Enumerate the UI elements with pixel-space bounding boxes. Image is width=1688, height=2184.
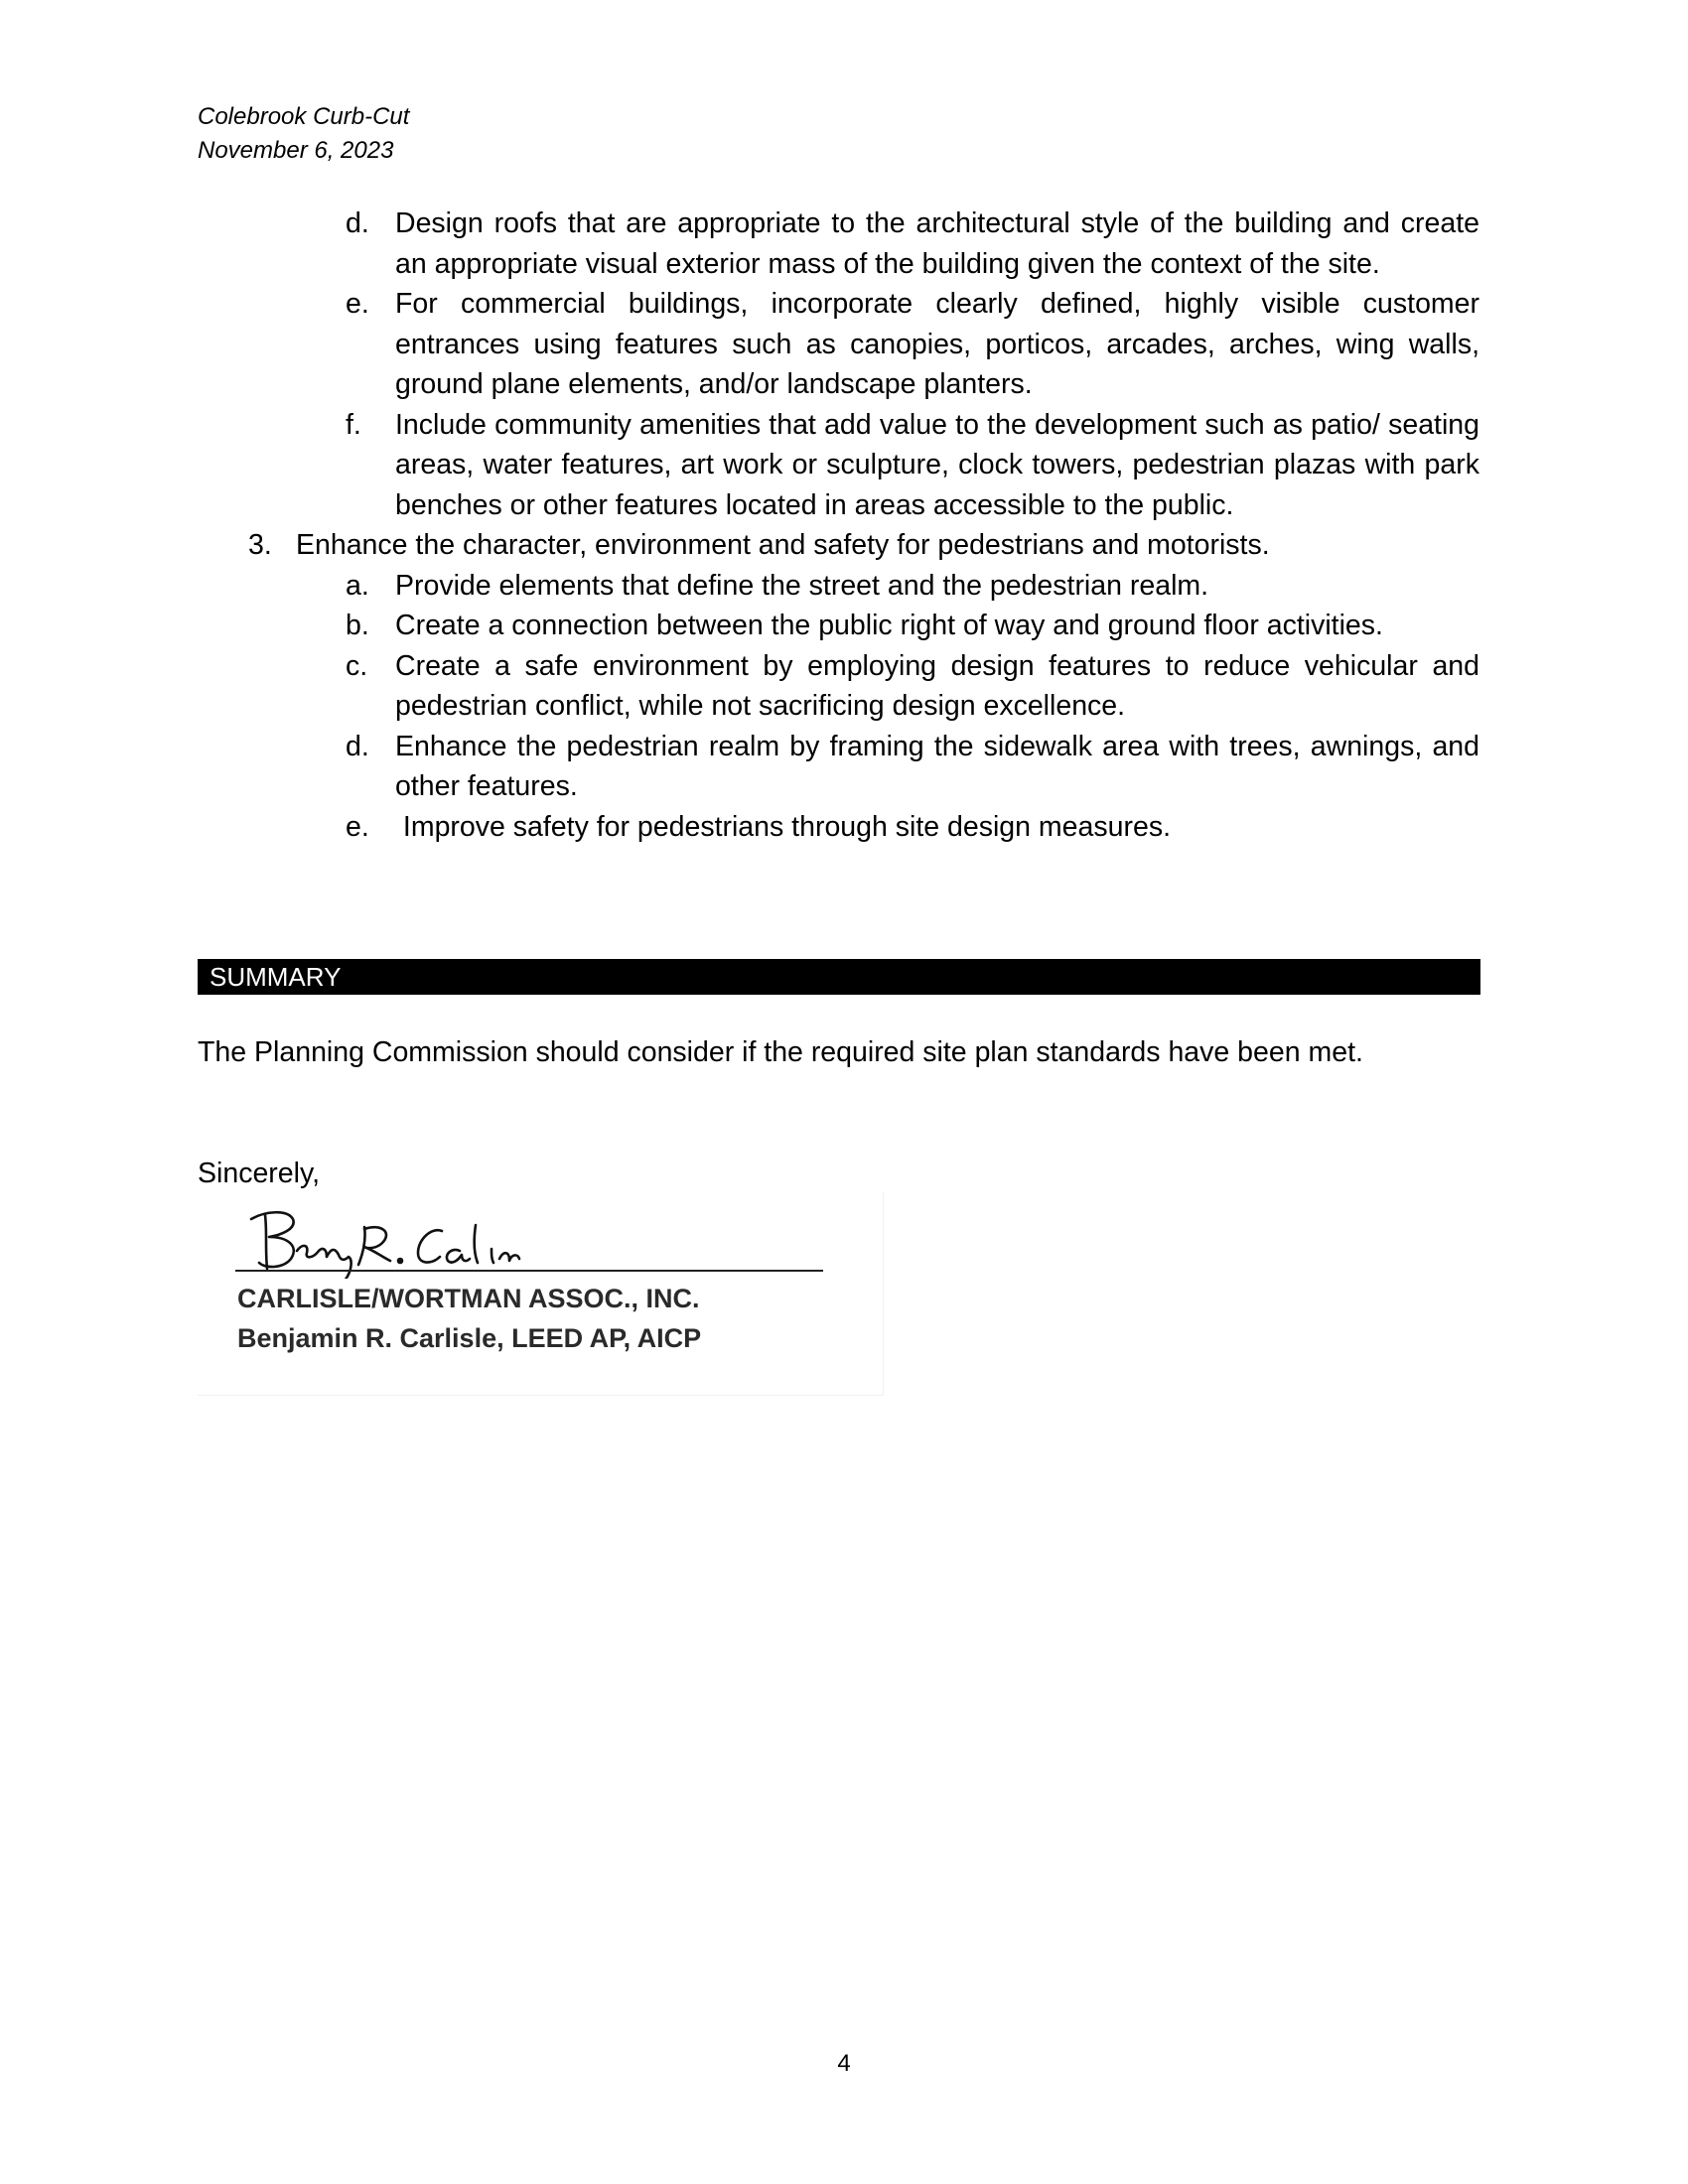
list-item — [346, 204, 1479, 284]
summary-text: The Planning Commission should consider if the required site plan standards have been met. — [198, 1036, 1363, 1068]
list-marker: d. — [346, 207, 369, 239]
page-header — [198, 100, 409, 168]
list-item — [346, 646, 1479, 727]
list-item-text: Provide elements that define the street and the pedestrian realm. — [395, 569, 1209, 602]
header-date: November 6, 2023 — [198, 137, 394, 164]
list-item-text: Design roofs that are appropriate to the architectural style of the building and create an appropriate visual exterior mass of the building given the context of the site. — [395, 207, 1479, 280]
page-number: 4 — [837, 2050, 851, 2077]
handwritten-signature — [237, 1199, 535, 1279]
list-item-text: Include community amenities that add value to the development such as patio/ seating areas, water features, art work or sculpture, clock towers, pedestrian plazas with park benches or other features located in areas accessible to the public. — [395, 408, 1479, 521]
list-item — [346, 566, 1479, 607]
list-item — [346, 405, 1479, 526]
list-item — [346, 606, 1479, 646]
list-marker: b. — [346, 610, 369, 641]
standards-list — [0, 204, 1688, 847]
list-item — [248, 525, 1479, 566]
list-item — [346, 727, 1479, 807]
list-marker: c. — [346, 649, 368, 682]
list-marker: 3. — [248, 529, 272, 561]
header-title: Colebrook Curb-Cut — [198, 103, 410, 130]
list-item-text: For commercial buildings, incorporate clearly defined, highly visible customer entrances using features such as canopies, porticos, arcades, arches, wing walls, ground plane elements, and/or landscape planters. — [395, 288, 1479, 400]
list-item-text: Create a safe environment by employing design features to reduce vehicular and pedestrian conflict, while not sacrificing design excellence. — [395, 649, 1479, 722]
signature-block — [198, 1191, 884, 1396]
list-item-text: Improve safety for pedestrians through site design measures. — [395, 810, 1171, 843]
list-item-text: Enhance the character, environment and safety for pedestrians and motorists. — [296, 529, 1270, 561]
list-marker: d. — [346, 730, 369, 762]
list-item-text: Create a connection between the public right of way and ground floor activities. — [395, 610, 1383, 641]
list-marker: e. — [346, 810, 369, 843]
list-marker: a. — [346, 569, 369, 602]
signature-name: Benjamin R. Carlisle, LEED AP, AICP — [237, 1323, 702, 1353]
list-marker: e. — [346, 288, 369, 320]
list-item — [346, 284, 1479, 405]
list-item — [346, 807, 1479, 848]
list-item-text: Enhance the pedestrian realm by framing the sidewalk area with trees, awnings, and other features. — [395, 730, 1479, 802]
summary-heading: SUMMARY — [198, 959, 1480, 995]
list-marker: f. — [346, 408, 361, 441]
signature-line — [235, 1270, 823, 1272]
signature-company: CARLISLE/WORTMAN ASSOC., INC. — [237, 1284, 700, 1313]
closing-salutation: Sincerely, — [198, 1158, 321, 1189]
